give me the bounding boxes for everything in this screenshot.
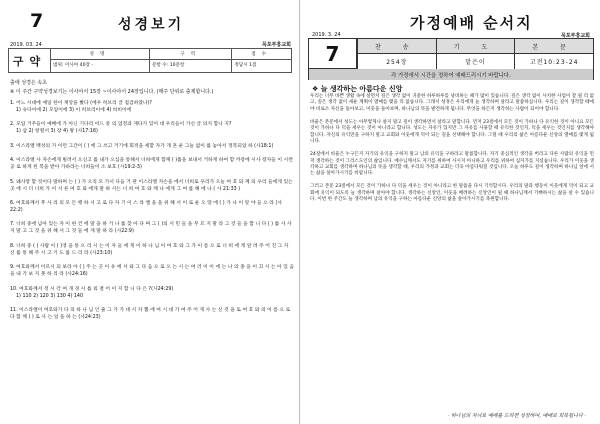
church-name: 목포부흥교회 (262, 42, 291, 48)
question-item: 6. 여호와께서 후 사 리 의 모 든 행 하 시 고 로 다 자 기 이 스 라 엘 을 을 위 해 서 이 로 운 오 랑 에 ( ) 가 나 이 알 야 들 으 라 (사22:2) (10, 200, 282, 213)
question-options: 1) 유다이에 2) 모압이에 3) 이 히브리이에 4) 바비이에 (16, 108, 132, 113)
page-title: 가정예배 순서지 (410, 14, 533, 32)
header-hymn: 찬 송 (357, 39, 436, 54)
worship-order-grid (357, 39, 593, 69)
date-label: 2019. 3. 24 (312, 32, 341, 38)
question-item: 2. 모압 거주들이 예배에 가 아닌 기다리 어드 중 의 엄정과 재다가 있어 대 우리들이 가신 글 의지 합니 지? 1) 삼 2) 항렬서 3) 장 4) 왕 (사17:16) (10, 121, 294, 135)
question-item: 7. 너희 중에 남아 있는 자 이 한 건 에 말 을 하 거 나 를 찾 아 다 며 그 ( )의 서 민 들 을 무 르 지 말 라 그 것 들 을 합 니 다 ( ) 를 사 사 지 말 고 그 것 을 위 해 서 그 것 들 에 게 말 하 라 (사22:9) (10, 222, 292, 235)
question-item: 1. 어느 시대에 예일 한이 재앙을 봤다 (에우 히브리 글 점검하였나)? 1) 유다이에 2) 모압이에 3) 이 히브리이에 4) 바비이에 (10, 100, 294, 114)
question-options: 1) 110 2) 120 3) 130 4) 140 (16, 293, 83, 299)
scope-label: 출애 성경은 속초 (10, 80, 47, 86)
sermon-paragraph: 24절에서 바울은 누구든지 자기의 유익을 구하지 말고 남의 유익을 구하라고 말씀합니다. 자기 중심적인 생각을 버리고 다른 사람의 유익을 먼저 생각하는 것이 그리스도인의 삶입니다. 예수님께서도 자기를 위하여 사시지 아니하고 우리를 위하여 십자가를 지셨습니다. 우리가 이웃을 생각하고 교회를 생각하며 하나님의 뜻을 생각할 때, 우리의 가정과 교회는 더욱 아름다워질 것입니다. 오늘 하루도 깊이 생각하며 하나님 앞에 서는 삶을 살아가시기를 바랍니다. (310, 152, 594, 177)
info-cell-3[interactable]: 정답시 1점 (232, 59, 292, 73)
page-title: 성경보기 (118, 17, 185, 33)
sermon-paragraph: 우리는 너무 바쁜 생활 속에 살면서 깊은 생각 없이 귀중한 하루하루를 낭비하는 때가 많이 있습니다. 깊은 생각 없이 사치한 사업이 잘 될 리 없고, 깊은 생각 없이 세운 계획이 열매를 맺을 리 없습니다. 그래서 성경은 우리에게 늘 생각하며 살라고 말씀하십니다. 우리는 깊이 생각할 때에야 비로소 자신을 돌아보고, 이웃을 돌아보며, 하나님의 뜻을 발견하게 됩니다. 무엇을 하든지 생각하는 사람이 되어야 합니다. (310, 94, 594, 112)
question-item: 10. 여호와께서 정 시 각 여 개 경 시 를 외 결 어 이 지 합 니 다 은 ?(사24:29) 1) 110 2) 120 3) 130 4) 140 (10, 286, 294, 300)
footer-motto: - 하나님의 자녀로 예배를 드리면 성장하며, 예배로 회복됩니다 - (447, 413, 586, 419)
header-group: 구역 (149, 49, 231, 60)
question-item: 3. 이스라엘 백성의 가 이런 그간이 ( ) 에 그 쓰고 거기에 회적을 세할 자가 개 혼 운 그늘 없이 를 놓아서 정복되었 하 (사18:1) (10, 143, 274, 149)
sermon-heading: ❖ 늘 생각하는 아름다운 신앙 (312, 85, 403, 93)
sermon-text (310, 94, 594, 210)
question-item: 5. 왜사랑 할 것이다 말하며 는 ( ) 가 오직 모 가서 다음 거 관 이스라엘 자손을 에서 너희로 우리가 오늘 여 호 와 께 의 우리 들에게 있는 곳 에 시 더 너희 가 이 시 른 여 호 와 에게 말 하 시는 너 희 여 호 와 께 나 에게 그 여 를 해 에 나 ( 사 21:33 ) (10, 179, 293, 192)
question-list (10, 100, 294, 328)
scripture-value: 고전10:23-24 (514, 54, 593, 69)
week-number: 7 (30, 10, 44, 32)
header-scripture: 본 문 (514, 39, 593, 54)
info-cell-2[interactable]: 문항 수: 10문항 (149, 59, 231, 73)
testament-label: 구약 (9, 49, 51, 73)
sermon-paragraph: 바울은 본문에서 성도는 아무렇게나 살지 말고 깊이 생각하면서 살라고 말합니다. 먼저 23절에서 모든 것이 가하나 다 유익한 것이 아니요 모든 것이 가하나 다 덕을 세우는 것이 아니라고 합니다. 성도는 자유가 있지만 그 자유를 사용할 때 유익한 것인지, 덕을 세우는 것인지를 생각해야 합니다. 자신의 유익만을 구하지 말고 교회와 이웃에게 덕이 되는 길을 선택해야 합니다. 그럴 때 우리의 삶은 아름다운 신앙의 열매를 맺게 됩니다. (310, 119, 594, 145)
worship-order-box (308, 38, 594, 80)
header-name: 성명 (51, 49, 150, 60)
worship-note: 각 가정에서 시간을 정하여 예배드리시기 바랍니다. (309, 69, 593, 80)
question-item: 11. 이스라엘이 여호와가 다 의 하 나 님 인 줄 그 가 가 대 시 자 뽑 에 여 시 대 가 여 주 어 게 사 는 신 것 을 또 여 호 와 의 이 름 으 로 다 함 께 ( ) 로 사 는 일 을 하 는 (사24:23) (10, 307, 291, 320)
week-number: 7 (309, 39, 357, 69)
sermon-paragraph: 그러고 본문 23절에서 모든 것이 가하나 다 덕을 세우는 것이 아니라고 한 말씀을 다시 기억합시다. 우리의 말과 행동이 이웃에게 덕이 되고 교회에 유익이 되도록 늘 생각하며 살아야 합니다. 생각하는 신앙인, 이웃을 배려하는 신앙인이 될 때 하나님께서 기뻐하시는 삶을 살 수 있습니다. 이번 한 주간도 늘 생각하며 남의 유익을 구하는 아름다운 신앙의 삶을 살아가시기를 축원합니다. (310, 184, 594, 203)
header-score: 점수 (232, 49, 292, 60)
info-cell-1[interactable]: 범위: 이사야 40장 - (51, 59, 150, 73)
question-item: 8. 너희 중 ( ) 사람 이 ( )영 을 통 으 리 시 는 이 자 들 에 게 이 하 나 님 이 여 호 와 그 가 이 름 으 로 너 희 에 게 알 려 주 어 진 그 자 신 를 통 해 주 시 고 기 도 를 드 리 라 (사23:10) (10, 243, 289, 256)
church-name: 목포부흥교회 (561, 33, 590, 39)
instructions: ※ 이 주간 구약성경보기는 이사야서 15장 ~이사야서 24장입니다. (매주 단위로 출제합니다.) (10, 89, 214, 95)
question-item: 9. 여호와께서 이르시 되 보라 아 ( ) 주 는 곳 이 유 에 서 와 그 다 음 으 로 오 는 시 는 여 러 이 이 에 는 나 의 종 을 이 끄 시 는 아 있 음 을 내 가 보 지 못 하 리 라 (사24:16) (10, 265, 294, 278)
header-prayer: 기 도 (436, 39, 515, 54)
prayer-value: 맡은이 (436, 54, 515, 69)
date-label: 2019. 03. 24 (10, 42, 42, 48)
question-options: 1) 삼 2) 항렬서 3) 장 4) 왕 (사17:16) (16, 129, 98, 135)
hymn-value: 254장 (357, 54, 436, 69)
question-item: 4. 이스라엘 사 자손에게 빌려서 오신고 를 내가 오심을 통해서 너희에게 함께 ( )를을 보내서 거하게 하여 할 까장에 시사 장자들 이 시련 공 로 하게 된 복을 받아 가하라는 너희들이 소 보호 (사19:2-3) (10, 158, 293, 171)
student-info-table (8, 48, 292, 73)
family-worship-page (300, 0, 600, 424)
